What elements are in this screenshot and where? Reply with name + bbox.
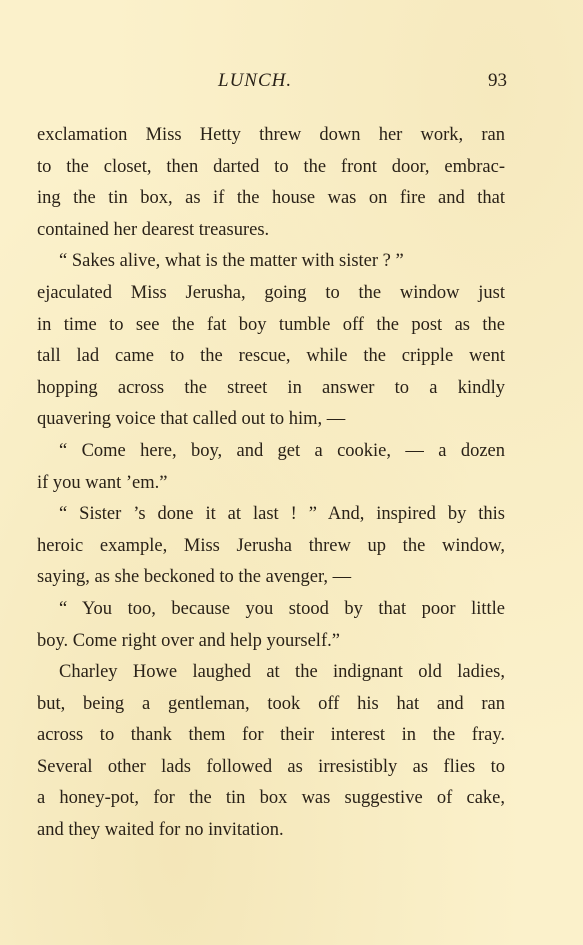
page-header [0,70,583,94]
text-line: Charley Howe laughed at the indignant old ladies, [59,662,505,683]
text-line: to the closet, then darted to the front door, embrac- [37,156,505,177]
text-line: a honey-pot, for the tin box was suggestive of cake, [37,788,505,809]
text-line: “ Come here, boy, and get a cookie, — a dozen [59,440,505,461]
text-line: “ You too, because you stood by that poor little [59,598,505,619]
text-line: ing the tin box, as if the house was on fire and that [37,188,505,209]
text-line: in time to see the fat boy tumble off the post as the [37,314,505,335]
text-line: saying, as she beckoned to the avenger, — [37,567,352,588]
text-line: tall lad came to the rescue, while the cripple went [37,346,505,367]
text-line: heroic example, Miss Jerusha threw up the window, [37,535,505,556]
text-line: quavering voice that called out to him, — [37,409,346,430]
running-head: LUNCH. [218,70,293,91]
text-line: “ Sakes alive, what is the matter with sister ? ” [59,251,404,272]
text-line: across to thank them for their interest in the fray. [37,725,505,746]
text-line: but, being a gentleman, took off his hat and ran [37,693,505,714]
text-line: contained her dearest treasures. [37,219,270,240]
page-number: 93 [488,70,507,91]
text-line: boy. Come right over and help yourself.” [37,630,340,651]
text-line: exclamation Miss Hetty threw down her work, ran [37,125,505,145]
body-text [37,120,505,847]
text-line: if you want ’em.” [37,472,168,493]
text-line: Several other lads followed as irresistibly as flies to [37,756,505,777]
text-line: ejaculated Miss Jerusha, going to the window just [37,282,505,303]
text-line: and they waited for no invitation. [37,820,284,841]
text-line: “ Sister ’s done it at last ! ” And, inspired by this [59,504,505,525]
text-line: hopping across the street in answer to a kindly [37,377,505,398]
